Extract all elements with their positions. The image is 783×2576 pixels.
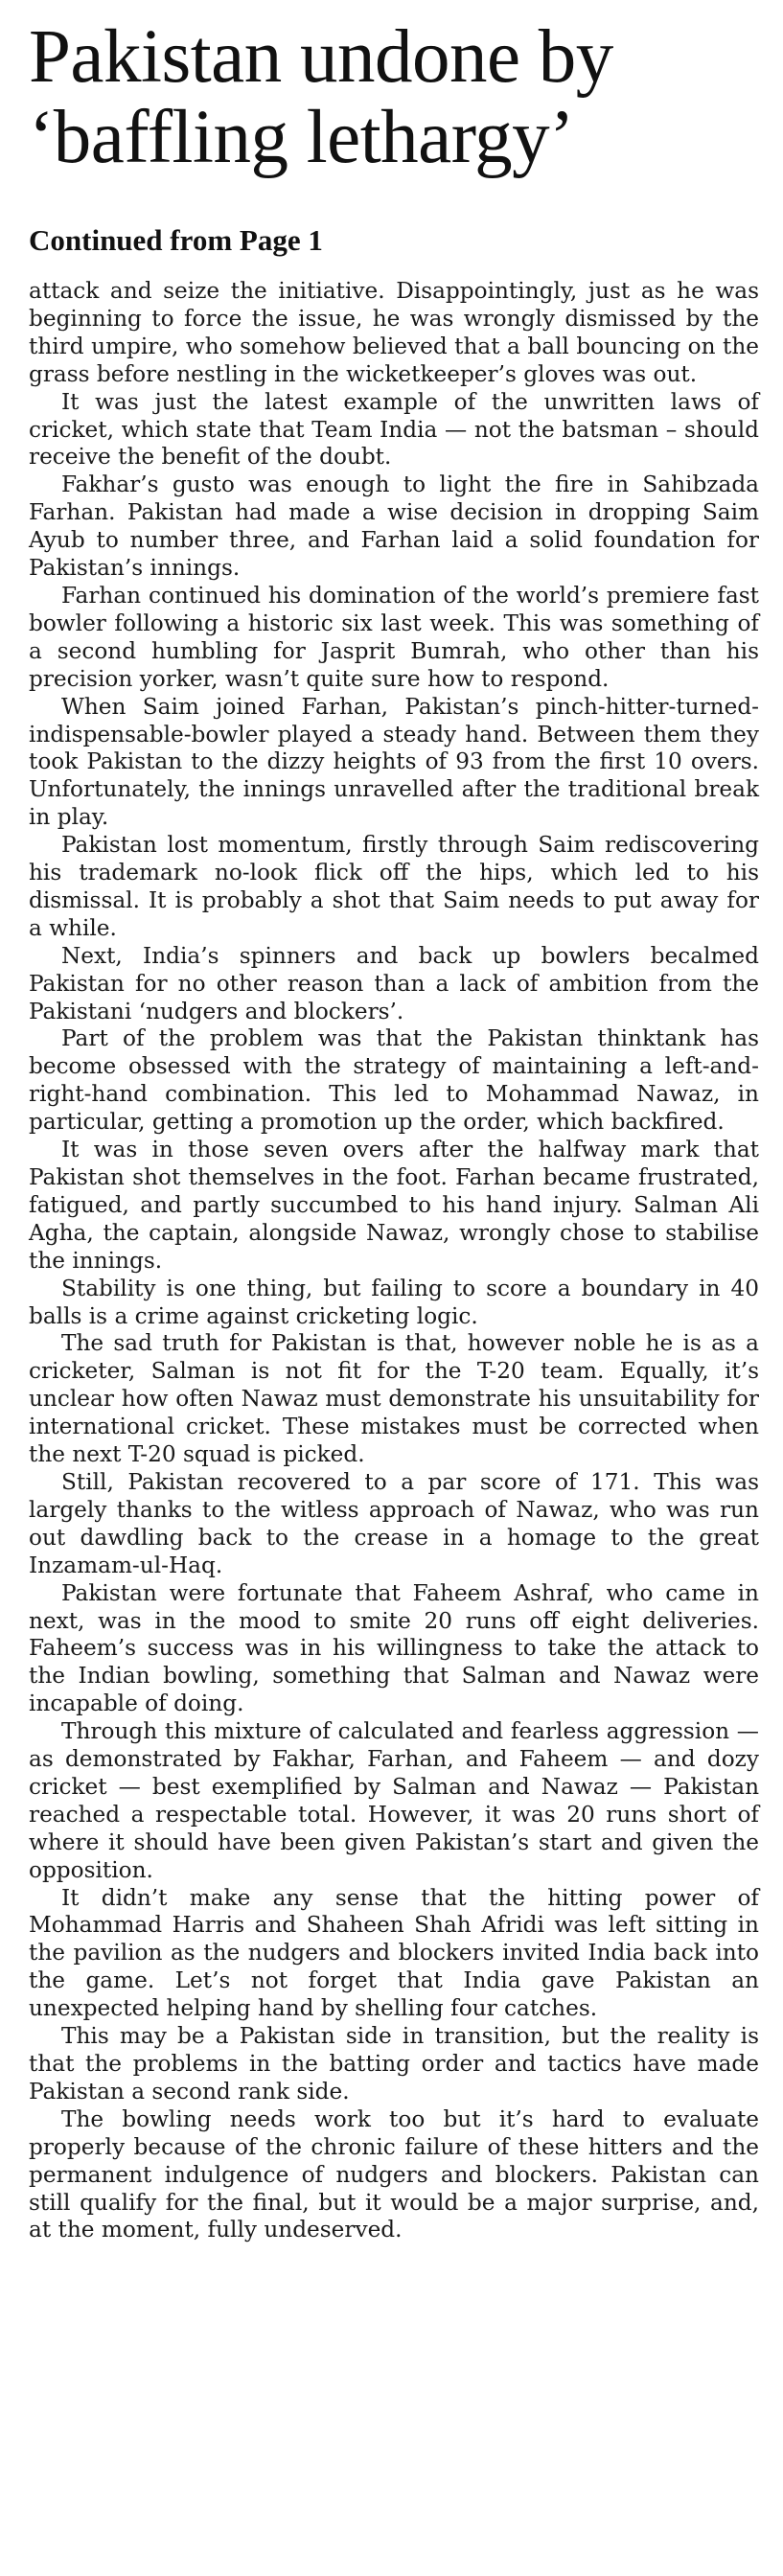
paragraph: Pakistan were fortunate that Faheem Ashraf, who came in next, was in the mood to smite 20 runs off eight deliveries. Faheem’s success was in his willingness to take the attack to the Indian bowling, something that Salman and Nawaz were incapable of doing. [29,1579,759,1717]
paragraph: Farhan continued his domination of the world’s premiere fast bowler following a historic six last week. This was something of a second humbling for Jasprit Bumrah, who other than his precision yorker, wasn’t quite sure how to respond. [29,582,759,692]
article [29,17,759,2244]
paragraph: Part of the problem was that the Pakistan thinktank has become obsessed with the strategy of maintaining a left-and-right-hand combination. This led to Mohammad Nawaz, in particular, getting a promotion up the order, which backfired. [29,1025,759,1136]
paragraph: Next, India’s spinners and back up bowlers becalmed Pakistan for no other reason than a lack of ambition from the Pakistani ‘nudgers and blockers’. [29,942,759,1024]
headline [29,17,759,178]
paragraph: Through this mixture of calculated and fearless aggression — as demonstrated by Fakhar, Farhan, and Faheem — and dozy cricket — best exemplified by Salman and Nawaz — Pakistan reached a respectable total. However, it was 20 runs short of where it should have been given Pakistan’s start and given the opposition. [29,1718,759,1883]
paragraph: Still, Pakistan recovered to a par score of 171. This was largely thanks to the witless approach of Nawaz, who was run out dawdling back to the crease in a homage to the great Inzamam-ul-Haq. [29,1468,759,1578]
paragraph: The bowling needs work too but it’s hard to evaluate properly because of the chronic failure of these hitters and the permanent indulgence of nudgers and blockers. Pakistan can still qualify for the final, but it would be a major surprise, and, at the moment, fully undeserved. [29,2105,759,2243]
paragraph: attack and seize the initiative. Disappointingly, just as he was beginning to force the issue, he was wrongly dismissed by the third umpire, who somehow believed that a ball bouncing on the grass before nestling in the wicketkeeper’s gloves was out. [29,278,759,387]
paragraph: Stability is one thing, but failing to score a boundary in 40 balls is a crime against cricketing logic. [29,1275,759,1329]
paragraph: It was in those seven overs after the halfway mark that Pakistan shot themselves in the foot. Farhan became frustrated, fatigued, and partly succumbed to his hand injury. Salman Ali Agha, the captain, alongside Nawaz, wrongly chose to stabilise the innings. [29,1137,759,1274]
article-body [29,278,759,2244]
headline-line-2: ‘baffling lethargy’ [29,96,574,179]
paragraph: It was just the latest example of the unwritten laws of cricket, which state that Team India — not the batsman – should receive the benefit of the doubt. [29,388,759,471]
continued-from-label: Continued from Page 1 [29,223,323,257]
paragraph: The sad truth for Pakistan is that, however noble he is as a cricketer, Salman is not fit for the T-20 team. Equally, it’s unclear how often Nawaz must demonstrate his unsuitability for international cricket. These mistakes must be corrected when the next T-20 squad is picked. [29,1330,759,1468]
headline-line-1: Pakistan undone by [29,15,613,99]
paragraph: It didn’t make any sense that the hitting power of Mohammad Harris and Shaheen Shah Afridi was left sitting in the pavilion as the nudgers and blockers invited India back into the game. Let’s not forget that India gave Pakistan an unexpected helping hand by shelling four catches. [29,1884,759,2022]
paragraph: When Saim joined Farhan, Pakistan’s pinch-hitter-turned-indispensable-bowler played a steady hand. Between them they took Pakistan to the dizzy heights of 93 from the first 10 overs. Unfortunately, the innings unravelled after the traditional break in play. [29,693,759,831]
paragraph: Fakhar’s gusto was enough to light the fire in Sahibzada Farhan. Pakistan had made a wise decision in dropping Saim Ayub to number three, and Farhan laid a solid foundation for Pakistan’s innings. [29,472,759,582]
paragraph: This may be a Pakistan side in transition, but the reality is that the problems in the batting order and tactics have made Pakistan a second rank side. [29,2023,759,2104]
paragraph: Pakistan lost momentum, firstly through Saim rediscovering his trademark no-look flick off the hips, which led to his dismissal. It is probably a shot that Saim needs to put away for a while. [29,832,759,941]
